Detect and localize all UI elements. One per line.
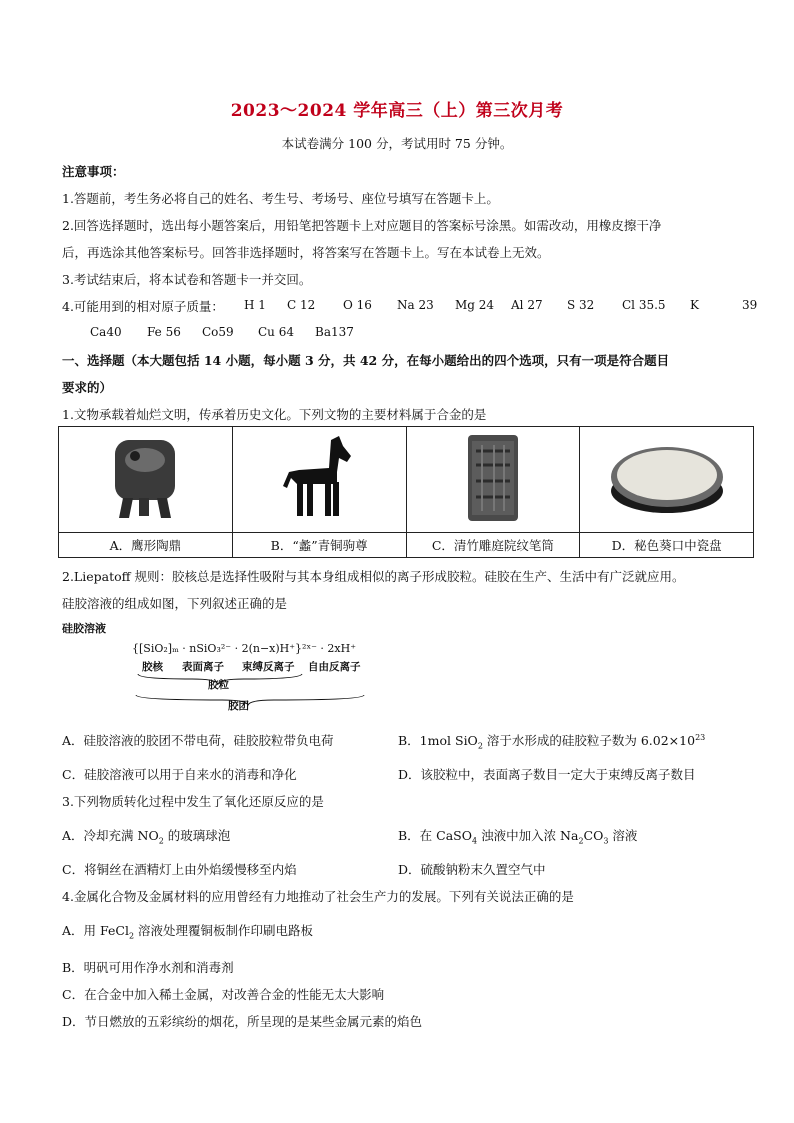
mass-cl: Cl 35.5 xyxy=(622,298,666,312)
q1-image-cell-d xyxy=(580,427,754,533)
q1-image-cell-c xyxy=(406,427,580,533)
label-free-counterions: 自由反离子 xyxy=(308,661,361,673)
notice-heading: 注意事项： xyxy=(62,164,125,179)
porcelain-plate-image xyxy=(607,433,727,523)
q1-option-b[interactable]: B．“蠡”青铜驹尊 xyxy=(232,533,406,558)
label-colloid-core: 胶核 xyxy=(142,661,163,673)
mass-k: K xyxy=(690,298,699,312)
q4-option-d[interactable]: D．节日燃放的五彩缤纷的烟花，所呈现的是某些金属元素的焰色 xyxy=(62,1014,423,1029)
q2-option-a[interactable]: A．硅胶溶液的胶团不带电荷，硅胶胶粒带负电荷 xyxy=(62,733,334,748)
q2-option-b[interactable] xyxy=(398,731,705,751)
label-micelle: 胶团 xyxy=(228,700,249,712)
q2-option-b-prefix: B．1mol xyxy=(398,733,455,748)
mass-mg: Mg 24 xyxy=(455,298,495,312)
q3-option-b-sub-2: 2 xyxy=(578,836,584,846)
q3-option-d[interactable]: D．硫酸钠粉末久置空气中 xyxy=(398,862,546,877)
q1-option-c[interactable]: C．清竹雕庭院纹笔筒 xyxy=(406,533,580,558)
q3-option-b-mid-2: CO xyxy=(583,828,604,843)
q1-option-d[interactable]: D．秘色葵口中瓷盘 xyxy=(580,533,754,558)
q3-option-b-prefix: B．在 CaSO xyxy=(398,828,472,843)
mass-fe: Fe 56 xyxy=(147,325,181,339)
q4-option-a-prefix: A．用 FeCl xyxy=(62,923,129,938)
q2-option-d[interactable]: D．该胶粒中，表面离子数目一定大于束缚反离子数目 xyxy=(398,767,696,782)
q3-option-a-prefix: A．冷却充满 NO xyxy=(62,828,159,843)
q3-option-b[interactable] xyxy=(398,826,637,846)
mass-o: O 16 xyxy=(343,298,372,312)
section1-heading-line-2: 要求的） xyxy=(62,380,113,395)
q2-option-b-sio2: SiO xyxy=(455,733,478,748)
label-bound-counterions: 束缚反离子 xyxy=(242,661,295,673)
q2-option-b-exponent: 23 xyxy=(695,732,706,742)
notice-item-2-line-2: 后，再选涂其他答案标号。回答非选择题时，将答案写在答题卡上。写在本试卷上无效。 xyxy=(62,245,550,260)
q2-diagram-title: 硅胶溶液 xyxy=(62,622,106,635)
bronze-horse-image xyxy=(273,432,365,524)
q3-option-b-sub-1: 4 xyxy=(472,836,478,846)
q2-stem-line-2: 硅胶溶液的组成如图，下列叙述正确的是 xyxy=(62,596,288,611)
q3-option-b-mid: 浊液中加入浓 Na xyxy=(477,828,579,843)
q4-option-a-suffix: 溶液处理覆铜板制作印刷电路板 xyxy=(134,923,314,938)
q3-stem: 3.下列物质转化过程中发生了氧化还原反应的是 xyxy=(62,794,324,809)
notice-item-2-line-1: 2.回答选择题时，选出每小题答案后，用铅笔把答题卡上对应题目的答案标号涂黑。如需改动，用橡皮擦干净 xyxy=(62,218,662,233)
micelle-formula: {[SiO₂]ₘ · nSiO₃²⁻ · 2(n−x)H⁺}²ˣ⁻ · 2xH⁺ xyxy=(132,642,357,655)
silica-sol-structure-diagram xyxy=(132,642,392,712)
q1-image-cell-b xyxy=(232,427,406,533)
q3-option-b-suffix: 溶液 xyxy=(608,828,638,843)
q1-option-a[interactable]: A．鹰形陶鼎 xyxy=(59,533,233,558)
q2-option-c[interactable]: C．硅胶溶液可以用于自来水的消毒和净化 xyxy=(62,767,297,782)
section1-heading-line-1: 一、选择题（本大题包括 14 小题，每小题 3 分，共 42 分，在每小题给出的四个选项，只有一项是符合题目 xyxy=(62,353,670,368)
exam-subtitle: 本试卷满分 100 分，考试用时 75 分钟。 xyxy=(281,136,513,151)
mass-s: S 32 xyxy=(567,298,595,312)
notice-item-4-label: 4.可能用到的相对原子质量： xyxy=(62,299,224,314)
bamboo-brush-pot-image xyxy=(456,431,530,525)
q2-stem-line-1: 2.Liepatoff 规则：胶核总是选择性吸附与其本身组成相似的离子形成胶粒。硅胶在生产、生活中有广泛就应用。 xyxy=(62,569,685,584)
grouping-braces xyxy=(132,670,372,710)
label-colloid-particle: 胶粒 xyxy=(208,679,229,691)
notice-item-3: 3.考试结束后，将本试卷和答题卡一并交回。 xyxy=(62,272,312,287)
mass-k-value: 39 xyxy=(742,298,758,312)
q4-option-a[interactable] xyxy=(62,921,313,941)
mass-cu: Cu 64 xyxy=(258,325,294,339)
mass-na: Na 23 xyxy=(397,298,434,312)
q1-stem: 1.文物承载着灿烂文明，传承着历史文化。下列文物的主要材料属于合金的是 xyxy=(62,407,487,422)
mass-co: Co59 xyxy=(202,325,234,339)
q4-option-b[interactable]: B．明矾可用作净水剂和消毒剂 xyxy=(62,960,234,975)
q3-option-b-sub-3: 3 xyxy=(603,836,609,846)
label-surface-ions: 表面离子 xyxy=(182,661,224,673)
q3-option-a-suffix: 的玻璃球泡 xyxy=(163,828,231,843)
mass-ba: Ba137 xyxy=(315,325,354,339)
q3-option-c[interactable]: C．将铜丝在酒精灯上由外焰缓慢移至内焰 xyxy=(62,862,297,877)
mass-al: Al 27 xyxy=(511,298,543,312)
q3-option-a[interactable] xyxy=(62,826,230,846)
q3-option-a-sub: 2 xyxy=(158,836,164,846)
exam-title: 2023～2024 学年高三（上）第三次月考 xyxy=(230,101,564,121)
q2-option-b-text: 溶于水形成的硅胶粒子数为 6.02×10 xyxy=(482,733,696,748)
mass-c: C 12 xyxy=(287,298,316,312)
q4-option-a-sub: 2 xyxy=(128,931,135,941)
eagle-tripod-image xyxy=(109,432,181,524)
mass-ca: Ca40 xyxy=(90,325,122,339)
q4-stem: 4.金属化合物及金属材料的应用曾经有力地推动了社会生产力的发展。下列有关说法正确的是 xyxy=(62,889,574,904)
notice-item-1: 1.答题前，考生务必将自己的姓名、考生号、考场号、座位号填写在答题卡上。 xyxy=(62,191,499,206)
q1-artifact-table xyxy=(58,426,754,558)
q2-option-b-sub: 2 xyxy=(477,741,483,751)
q4-option-c[interactable]: C．在合金中加入稀土金属，对改善合金的性能无太大影响 xyxy=(62,987,385,1002)
mass-h: H 1 xyxy=(244,298,266,312)
q1-image-cell-a xyxy=(59,427,233,533)
